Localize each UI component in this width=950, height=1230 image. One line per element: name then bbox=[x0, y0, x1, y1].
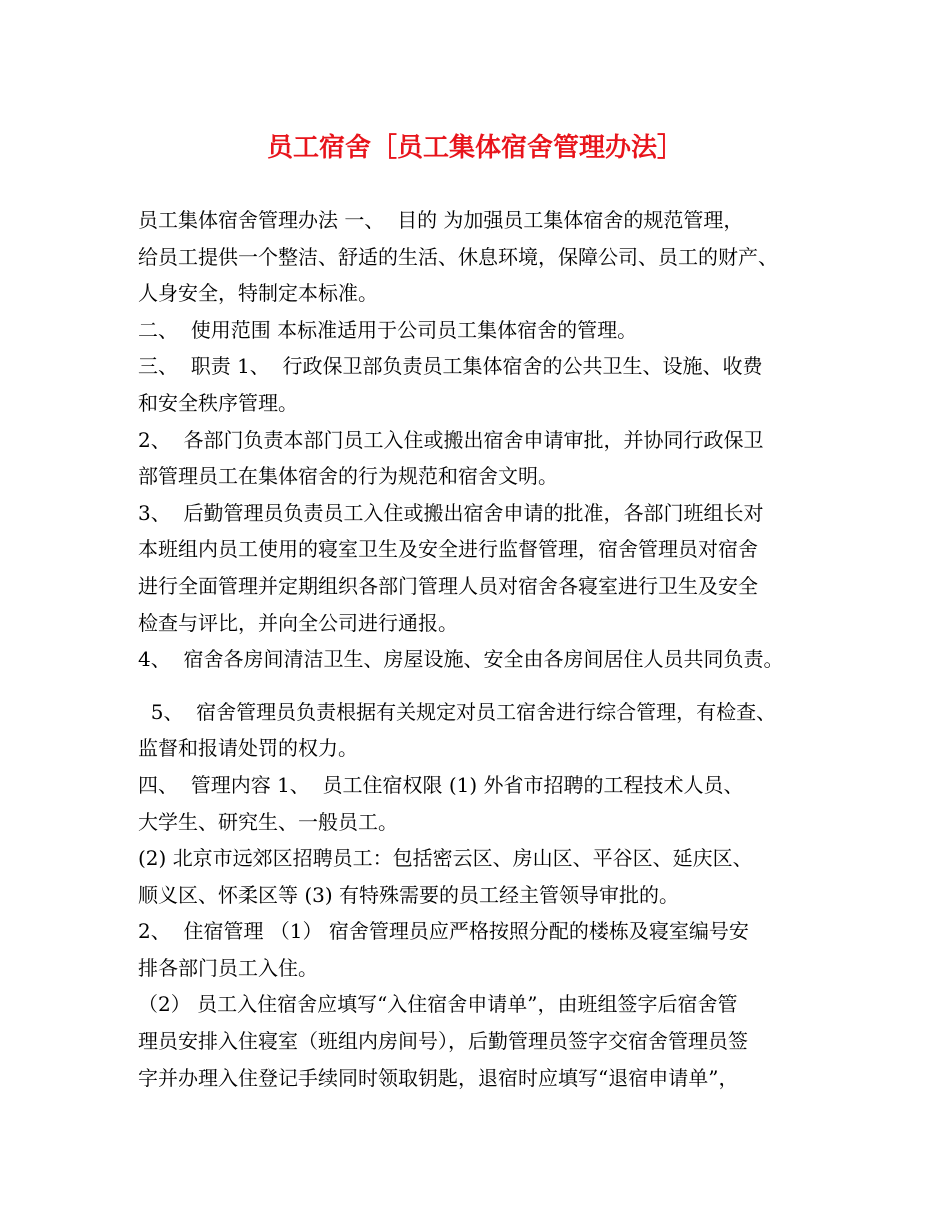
body-line: 和安全秩序管理。 bbox=[138, 390, 298, 415]
body-line: 四、 管理内容 1、 员工住宿权限 (1) 外省市招聘的工程技术人员、 bbox=[138, 772, 744, 797]
body-line: 给员工提供一个整洁、舒适的生活、休息环境，保障公司、员工的财产、 bbox=[138, 244, 778, 269]
body-line: (2) 北京市远郊区招聘员工：包括密云区、房山区、平谷区、延庆区、 bbox=[138, 846, 753, 871]
body-line: 监督和报请处罚的权力。 bbox=[138, 736, 358, 761]
body-line: 部管理员工在集体宿舍的行为规范和宿舍文明。 bbox=[138, 464, 558, 489]
body-line: 顺义区、怀柔区等 (3) 有特殊需要的员工经主管领导审批的。 bbox=[138, 882, 680, 907]
body-line: 2、 住宿管理 （1） 宿舍管理员应严格按照分配的楼栋及寝室编号安 bbox=[138, 919, 749, 944]
body-line: 字并办理入住登记手续同时领取钥匙，退宿时应填写“退宿申请单”， bbox=[138, 1065, 739, 1090]
body-line: 5、 宿舍管理员负责根据有关规定对员工宿舍进行综合管理，有检查、 bbox=[138, 699, 777, 724]
body-line: 2、 各部门负责本部门员工入住或搬出宿舍申请审批，并协同行政保卫 bbox=[138, 427, 764, 452]
body-line: 排各部门员工入住。 bbox=[138, 955, 318, 980]
document-title: 员工宿舍［员工集体宿舍管理办法］ bbox=[266, 133, 683, 163]
body-line: 检查与评比，并向全公司进行通报。 bbox=[138, 610, 458, 635]
document-body bbox=[138, 202, 838, 1096]
body-line: 进行全面管理并定期组织各部门管理人员对宿舍各寝室进行卫生及安全 bbox=[138, 573, 758, 598]
body-line: 二、 使用范围 本标准适用于公司员工集体宿舍的管理。 bbox=[138, 317, 638, 342]
body-line: 3、 后勤管理员负责员工入住或搬出宿舍申请的批准，各部门班组长对 bbox=[138, 500, 764, 525]
body-line: 理员安排入住寝室（班组内房间号），后勤管理员签字交宿舍管理员签 bbox=[138, 1029, 748, 1054]
paragraph-gap bbox=[138, 678, 838, 694]
body-line: 本班组内员工使用的寝室卫生及安全进行监督管理，宿舍管理员对宿舍 bbox=[138, 537, 758, 562]
body-line: 员工集体宿舍管理办法 一、 目的 为加强员工集体宿舍的规范管理， bbox=[138, 208, 744, 232]
body-line: 三、 职责 1、 行政保卫部负责员工集体宿舍的公共卫生、设施、收费 bbox=[138, 354, 763, 379]
body-line: （2） 员工入住宿舍应填写“入住宿舍申请单”，由班组签字后宿舍管 bbox=[138, 992, 738, 1017]
body-line: 大学生、研究生、一般员工。 bbox=[138, 809, 398, 834]
body-line: 4、 宿舍各房间清洁卫生、房屋设施、安全由各房间居住人员共同负责。 bbox=[138, 647, 784, 672]
body-line: 人身安全，特制定本标准。 bbox=[138, 281, 378, 306]
